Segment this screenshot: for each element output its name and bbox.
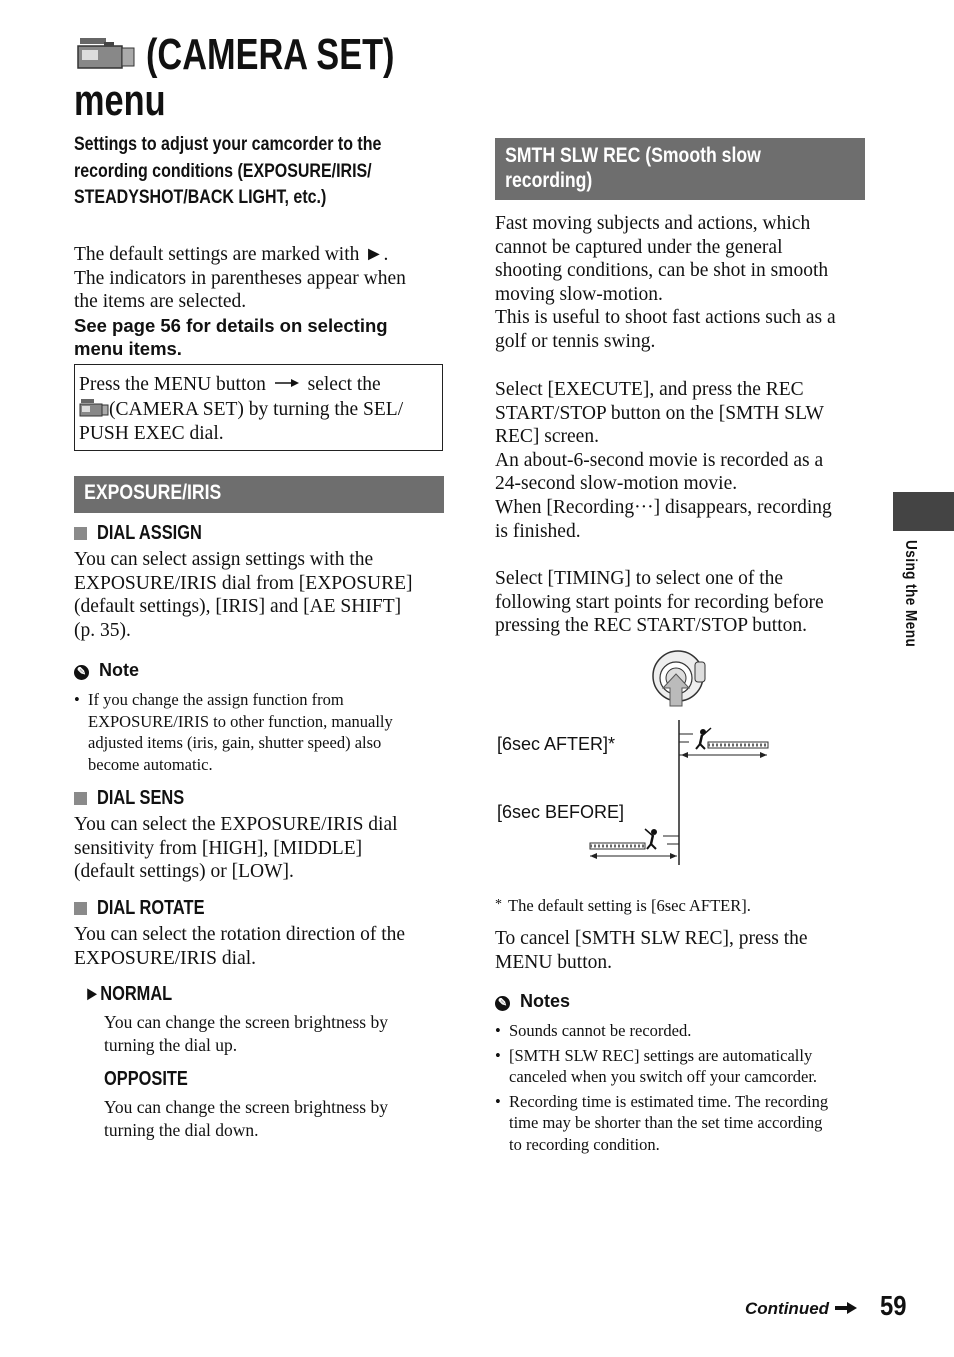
body-line: You can select the rotation direction of the <box>74 924 406 945</box>
note-line: EXPOSURE/IRIS to other function, manually <box>88 711 393 731</box>
page-number: 59 <box>880 1290 907 1321</box>
arrow-right-icon <box>834 1301 858 1315</box>
normal-option-heading: ►NORMAL <box>84 983 173 1005</box>
defaults-text: The indicators in parentheses appear when <box>74 267 406 289</box>
subhead-line: recording conditions (EXPOSURE/IRIS/ <box>74 159 372 182</box>
dial-rotate-body <box>74 923 449 970</box>
smth-para-1 <box>495 212 870 354</box>
body-line: Select [EXECUTE], and press the REC <box>495 379 804 400</box>
dial-rotate-heading <box>74 897 228 920</box>
see-page-text: See page 56 for details on selecting <box>74 315 388 336</box>
list-item <box>74 689 444 775</box>
note-line: to recording condition. <box>509 1134 660 1154</box>
square-bullet-icon <box>74 902 87 915</box>
after-bar <box>679 728 768 758</box>
heading-text: DIAL ASSIGN <box>97 522 202 544</box>
before-bar <box>590 829 679 859</box>
body-line: turning the dial down. <box>104 1120 259 1140</box>
procedure-text: Press the MENU button <box>79 374 266 395</box>
body-line: turning the dial up. <box>104 1035 238 1055</box>
body-line: This is useful to shoot fast actions such as a <box>495 307 836 329</box>
section-exposure-iris <box>74 476 444 513</box>
dial-assign-body <box>74 548 449 642</box>
note-body <box>74 689 444 775</box>
notes-heading-text: Notes <box>520 991 571 1011</box>
heading-text: DIAL SENS <box>97 787 185 809</box>
title-line-2: menu <box>74 76 166 125</box>
body-line: You can change the screen brightness by <box>104 1097 388 1117</box>
note-line: time may be shorter than the set time according <box>509 1113 823 1132</box>
notes-heading <box>495 991 570 1012</box>
note-line: • [SMTH SLW REC] settings are automatically <box>509 1045 813 1065</box>
body-line: MENU button. <box>495 951 612 973</box>
body-line: EXPOSURE/IRIS dial from [EXPOSURE] <box>74 572 413 594</box>
note-line: adjusted items (iris, gain, shutter speed) also <box>88 733 382 752</box>
body-line: shooting conditions, can be shot in smooth <box>495 260 829 282</box>
intro-defaults <box>74 243 454 314</box>
body-line: is finished. <box>495 520 581 542</box>
note-icon: ✎ <box>74 665 89 680</box>
body-line: sensitivity from [HIGH], [MIDDLE] <box>74 837 363 859</box>
cancel-text <box>495 927 870 974</box>
note-line: • Recording time is estimated time. The recording <box>509 1091 829 1111</box>
side-tab-label <box>899 540 919 680</box>
body-line: EXPOSURE/IRIS dial. <box>74 947 257 969</box>
body-line: (p. 35). <box>74 619 131 641</box>
defaults-text: the items are selected. <box>74 291 247 313</box>
see-page-note <box>74 314 388 360</box>
camcorder-icon <box>76 36 136 72</box>
section-title: SMTH SLW REC (Smooth slow <box>505 144 761 167</box>
note-heading-text: Note <box>99 660 139 680</box>
note-line: become automatic. <box>88 754 213 774</box>
see-page-text: menu items. <box>74 338 182 359</box>
defaults-text: The default settings are marked with ►. <box>74 244 389 265</box>
camera-set-icon <box>79 397 109 419</box>
body-line: moving slow-motion. <box>495 283 663 305</box>
note-line: • If you change the assign function from <box>88 690 344 709</box>
intro-subhead <box>74 131 381 211</box>
smth-para-3 <box>495 567 870 638</box>
procedure-text: select the <box>307 374 381 395</box>
footnote-mark: * <box>495 897 502 912</box>
dial-assign-heading <box>74 522 225 545</box>
continued-label <box>745 1299 858 1319</box>
procedure-text: (CAMERA SET) by turning the SEL/ <box>109 399 404 420</box>
opposite-option-heading: OPPOSITE <box>104 1068 188 1090</box>
body-line: To cancel [SMTH SLW REC], press the <box>495 928 808 949</box>
continued-text: Continued <box>745 1299 830 1318</box>
body-line: START/STOP button on the [SMTH SLW <box>495 402 824 424</box>
body-line: (default settings), [IRIS] and [AE SHIFT] <box>74 596 402 618</box>
procedure-text: PUSH EXEC dial. <box>79 423 224 444</box>
golfer-icon <box>645 829 657 849</box>
section-smth-slw-rec <box>495 138 865 200</box>
footnote <box>495 894 751 917</box>
body-line: following start points for recording before <box>495 591 824 613</box>
smth-para-2 <box>495 378 870 543</box>
body-line: An about-6-second movie is recorded as a <box>495 449 824 471</box>
body-line: 24-second slow-motion movie. <box>495 473 738 495</box>
body-line: Select [TIMING] to select one of the <box>495 568 784 589</box>
arrow-right-icon <box>273 378 301 388</box>
body-line: Fast moving subjects and actions, which <box>495 213 811 234</box>
body-line: You can select the EXPOSURE/IRIS dial <box>74 814 398 835</box>
body-line: cannot be captured under the general <box>495 236 783 258</box>
note-heading <box>74 660 139 681</box>
notes-list <box>495 1020 870 1155</box>
note-line: • Sounds cannot be recorded. <box>509 1021 692 1040</box>
body-line: When [Recording···] disappears, recording <box>495 496 832 518</box>
heading-text: DIAL ROTATE <box>97 897 205 919</box>
body-line: You can change the screen brightness by <box>104 1012 388 1032</box>
dial-sens-heading <box>74 787 203 810</box>
note-icon: ✎ <box>495 996 510 1011</box>
opposite-option-body <box>104 1096 388 1142</box>
note-line: canceled when you switch off your camcorder. <box>509 1067 818 1086</box>
body-line: You can select assign settings with the <box>74 549 374 570</box>
normal-option-body <box>104 1011 388 1057</box>
body-line: pressing the REC START/STOP button. <box>495 615 807 637</box>
dial-sens-body <box>74 813 449 884</box>
procedure-box <box>74 364 443 451</box>
body-line: REC] screen. <box>495 426 599 448</box>
timing-diagram <box>495 648 795 873</box>
side-tab-marker <box>893 492 954 531</box>
square-bullet-icon <box>74 792 87 805</box>
subhead-line: Settings to adjust your camcorder to the <box>74 133 382 155</box>
body-line: golf or tennis swing. <box>495 330 656 352</box>
list-item <box>495 1045 870 1088</box>
square-bullet-icon <box>74 527 87 540</box>
subhead-line: STEADYSHOT/BACK LIGHT, etc.) <box>74 186 327 208</box>
title-line-1: (CAMERA SET) <box>146 30 395 79</box>
list-item <box>495 1091 870 1156</box>
footnote-text: The default setting is [6sec AFTER]. <box>508 896 751 915</box>
list-item <box>495 1020 870 1042</box>
section-title: recording) <box>505 169 593 192</box>
side-tab-text: Using the Menu <box>902 540 919 648</box>
after-label: [6sec AFTER]* <box>497 734 616 754</box>
body-line: (default settings) or [LOW]. <box>74 861 294 883</box>
section-title: EXPOSURE/IRIS <box>84 481 222 504</box>
before-label: [6sec BEFORE] <box>497 802 625 822</box>
rec-button-icon <box>653 651 705 706</box>
